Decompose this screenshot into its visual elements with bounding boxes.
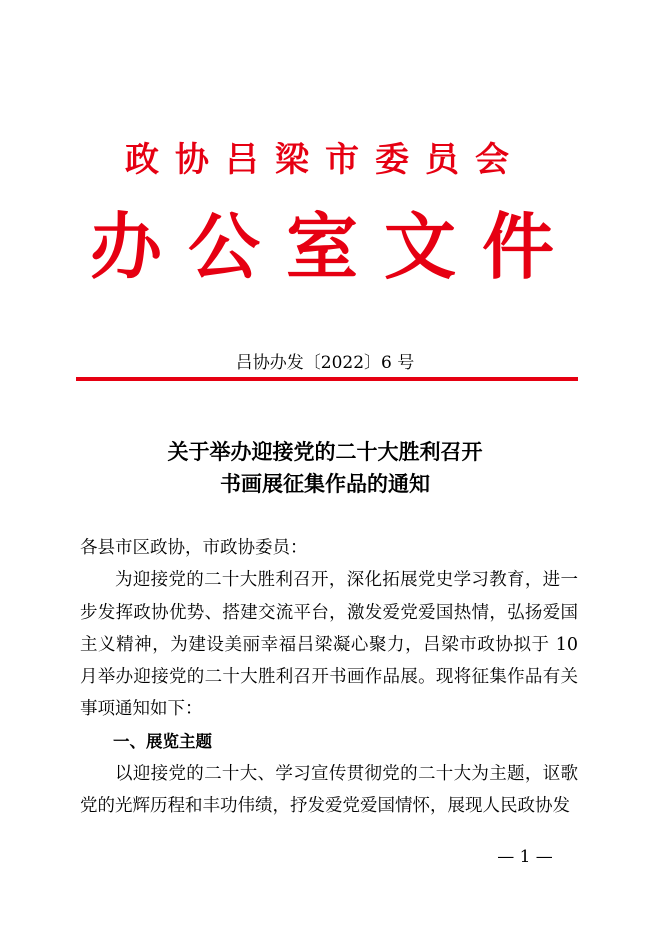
notice-title-line-1: 关于举办迎接党的二十大胜利召开 [167, 439, 483, 464]
section-heading: 一、展览主题 [113, 731, 212, 751]
document-body [80, 532, 578, 823]
body-paragraph: 为迎接党的二十大胜利召开，深化拓展党史学习教育，进一步发挥政协优势、搭建交流平台，激发爱党爱国热情，弘扬爱国主义精神，为建设美丽幸福吕梁凝心聚力，吕梁市政协拟于 10 月举办迎接党的二十大胜利召开书画作品展。现将征集作品有关事项通知如下： [80, 570, 578, 720]
notice-title [0, 436, 650, 500]
body-paragraph: 以迎接党的二十大、学习宣传贯彻党的二十大为主题，讴歌党的光辉历程和丰功伟绩，抒发爱党爱国情怀，展现人民政协发 [80, 764, 578, 817]
page-number: — 1 — [497, 847, 553, 867]
document-number: 吕协办发〔2022〕6 号 [235, 353, 415, 373]
notice-title-line-2: 书画展征集作品的通知 [220, 471, 430, 496]
salutation: 各县市区政协，市政协委员： [80, 538, 308, 558]
issuer-name: 政协吕梁市委员会 [125, 140, 525, 180]
red-divider-line [76, 377, 578, 381]
document-type-heading: 办公室文件 [89, 204, 580, 289]
